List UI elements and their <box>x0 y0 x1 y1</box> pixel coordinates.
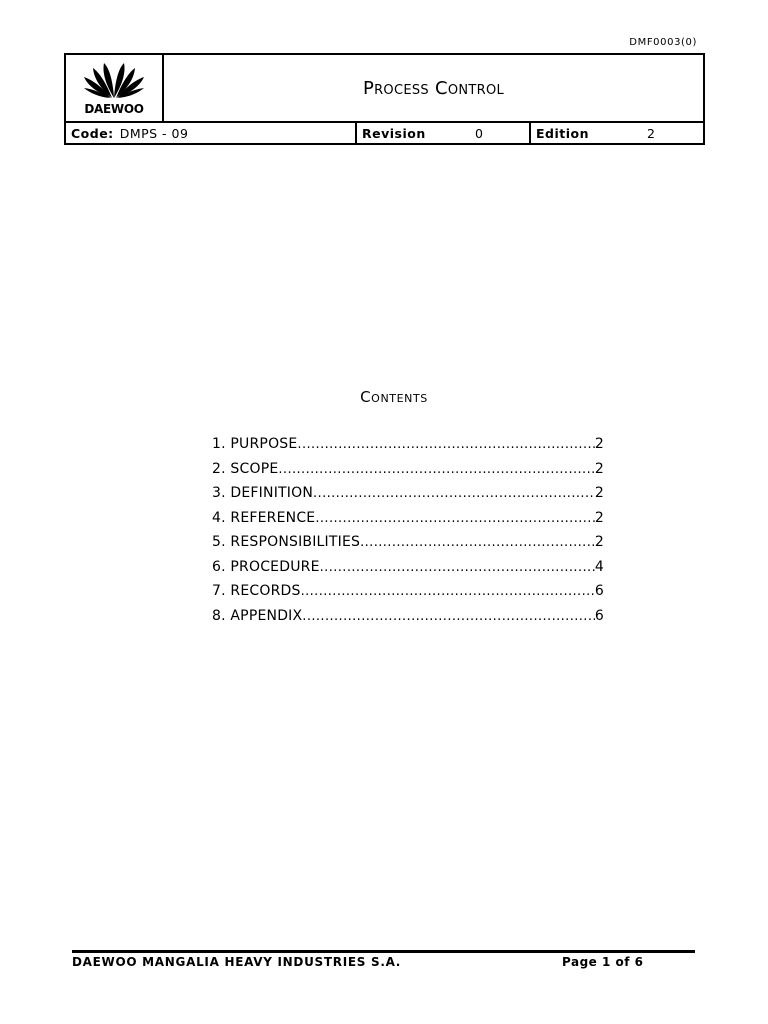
toc-item[interactable] <box>212 608 604 633</box>
toc-leader-dots <box>278 462 595 477</box>
toc-item-page: 6 <box>594 583 604 599</box>
revision-value: 0 <box>475 125 484 141</box>
document-info-row <box>66 121 703 143</box>
document-header <box>64 53 705 145</box>
toc-item-label: 4. REFERENCE <box>212 509 316 526</box>
toc-item-page: 4 <box>594 558 604 575</box>
toc-item-label: 1. PURPOSE <box>212 436 298 452</box>
document-form-id: DMF0003(0) <box>629 37 697 48</box>
edition-label: Edition <box>536 125 590 141</box>
toc-leader-dots <box>315 511 595 526</box>
code-cell <box>66 123 357 143</box>
footer-page-number: Page 1 of 6 <box>562 955 644 969</box>
contents-heading: Contents <box>360 388 428 406</box>
edition-value: 2 <box>647 125 656 141</box>
toc-item[interactable] <box>212 534 604 559</box>
toc-item-label: 7. RECORDS <box>212 583 301 599</box>
logo-wordmark: DAEWOO <box>84 102 144 116</box>
code-label: Code: <box>71 125 114 141</box>
toc-item-page: 2 <box>594 485 604 501</box>
toc-leader-dots <box>301 584 595 599</box>
toc-item[interactable] <box>212 559 604 584</box>
document-title: Process Control <box>362 77 505 99</box>
toc-item-label: 2. SCOPE <box>212 460 279 477</box>
edition-cell <box>531 123 703 143</box>
toc-leader-dots <box>320 560 595 575</box>
toc-leader-dots <box>313 486 595 501</box>
toc-item[interactable] <box>212 436 604 461</box>
toc-item-page: 2 <box>594 509 604 526</box>
toc-item[interactable] <box>212 485 604 510</box>
toc-item-page: 2 <box>594 534 604 550</box>
footer-company-name: DAEWOO MANGALIA HEAVY INDUSTRIES S.A. <box>72 955 402 969</box>
toc-item-label: 8. APPENDIX <box>212 607 303 624</box>
footer-divider <box>72 950 695 953</box>
toc-item-label: 6. PROCEDURE <box>212 558 320 575</box>
code-value: DMPS - 09 <box>119 125 189 141</box>
company-logo <box>66 55 164 121</box>
toc-leader-dots <box>297 437 594 452</box>
daewoo-logo-icon <box>66 55 162 119</box>
revision-label: Revision <box>362 125 426 141</box>
toc-item[interactable] <box>212 461 604 486</box>
toc-item-page: 6 <box>594 607 604 624</box>
toc-leader-dots <box>302 609 595 624</box>
revision-cell <box>357 123 531 143</box>
toc-item-label: 5. RESPONSIBILITIES <box>212 534 361 550</box>
toc-item[interactable] <box>212 510 604 535</box>
toc-item[interactable] <box>212 583 604 608</box>
table-of-contents <box>212 436 604 632</box>
toc-item-page: 2 <box>594 460 604 477</box>
title-cell <box>164 55 703 121</box>
toc-item-page: 2 <box>594 436 604 452</box>
toc-leader-dots <box>360 535 595 550</box>
toc-item-label: 3. DEFINITION <box>212 485 313 501</box>
